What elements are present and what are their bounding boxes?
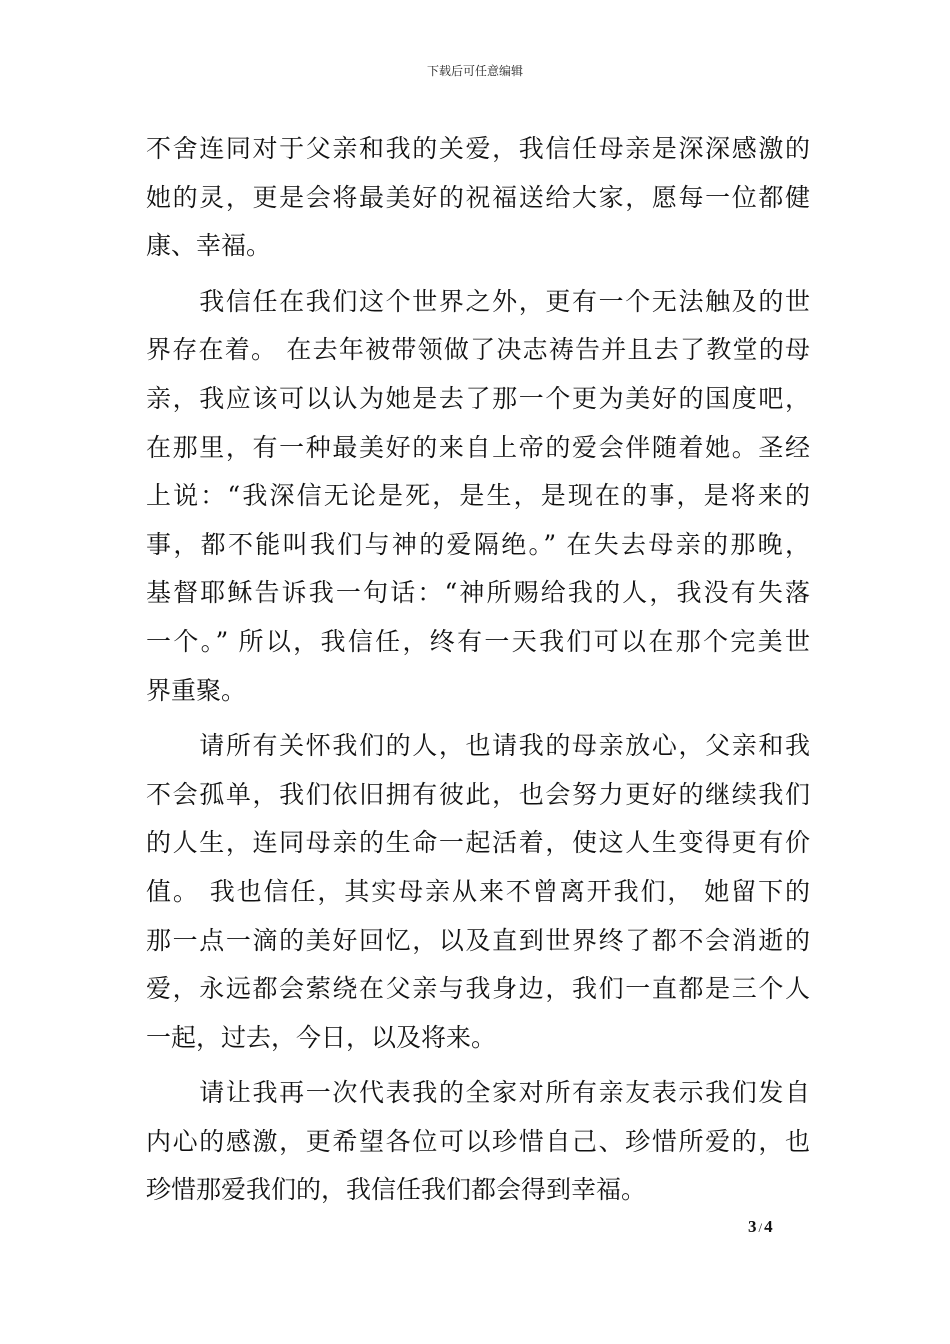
text-line: 基督耶稣告诉我一句话：“神所赐给我的人，我没有失落: [146, 578, 810, 608]
text-line: 内心的感激，更希望各位可以珍惜自己、珍惜所爱的，也: [146, 1126, 810, 1156]
text-line: 爱，永远都会萦绕在父亲与我身边，我们一直都是三个人: [146, 974, 810, 1004]
paragraph-4: [146, 1069, 810, 1215]
text-line: 那一点一滴的美好回忆，以及直到世界终了都不会消逝的: [146, 925, 810, 955]
text-line: 珍惜那爱我们的，我信任我们都会得到幸福。: [146, 1175, 647, 1205]
text-line: 的人生，连同母亲的生命一起活着，使这人生变得更有价: [146, 828, 810, 858]
text-line: 界重聚。: [146, 675, 247, 705]
text-line: 康、幸福。: [146, 231, 272, 261]
page-header: 下载后可任意编辑: [426, 64, 523, 78]
text-line: 亲，我应该可以认为她是去了那一个更为美好的国度吧，: [146, 383, 810, 413]
text-line: 一起，过去，今日，以及将来。: [146, 1022, 497, 1052]
page-number: [748, 1216, 773, 1239]
paragraph-1: [146, 125, 810, 271]
text-line: 上说：“我深信无论是死，是生，是现在的事，是将来的: [146, 481, 810, 511]
paragraph-2: [146, 278, 810, 715]
text-line: 不会孤单，我们依旧拥有彼此，也会努力更好的继续我们: [146, 779, 810, 809]
paragraph-3: [146, 722, 810, 1062]
total-pages: 4: [764, 1217, 773, 1236]
text-line: 请所有关怀我们的人，也请我的母亲放心，父亲和我: [146, 731, 810, 761]
text-line: 界存在着。 在去年被带领做了决志祷告并且去了教堂的母: [146, 335, 810, 365]
current-page: 3: [748, 1217, 757, 1236]
page-separator: /: [758, 1220, 763, 1235]
text-line: 值。 我也信任，其实母亲从来不曾离开我们， 她留下的: [146, 876, 810, 906]
text-line: 不舍连同对于父亲和我的关爱，我信任母亲是深深感激的: [146, 134, 810, 163]
text-line: 她的灵，更是会将最美好的祝福送给大家，愿每一位都健: [146, 182, 810, 212]
text-line: 在那里，有一种最美好的来自上帝的爱会伴随着她。圣经: [146, 432, 810, 462]
text-line: 我信任在我们这个世界之外，更有一个无法触及的世: [146, 286, 810, 316]
document-body: [146, 125, 810, 1222]
text-line: 请让我再一次代表我的全家对所有亲友表示我们发自: [146, 1078, 810, 1108]
text-line: 一个。” 所以，我信任，终有一天我们可以在那个完美世: [146, 626, 810, 656]
text-line: 事，都不能叫我们与神的爱隔绝。” 在失去母亲的那晚，: [146, 529, 810, 559]
